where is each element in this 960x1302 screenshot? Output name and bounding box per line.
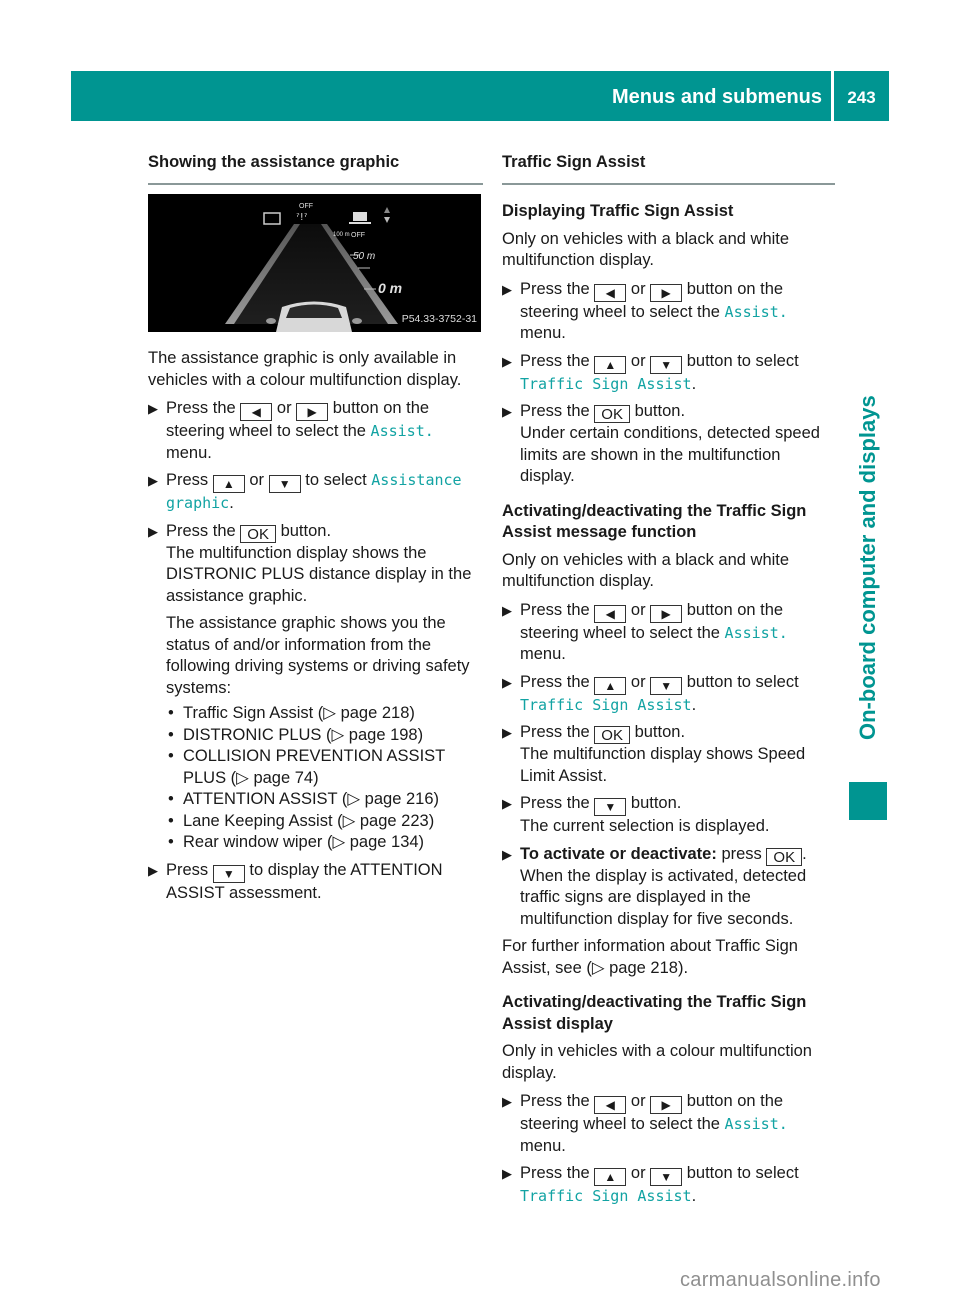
up-button-icon: ▲ xyxy=(594,1168,626,1186)
list-item: • ATTENTION ASSIST (▷ page 216) xyxy=(168,790,439,808)
menu-item-name: Assistance graphic xyxy=(166,471,462,512)
step-arrow-icon: ▶ xyxy=(148,401,158,416)
section-title: Showing the assistance graphic xyxy=(148,150,483,185)
step-select-assistance-graphic: ▶ Press ▲ or ▼ to select Assistance graphic. xyxy=(148,471,462,512)
intro-text: Only on vehicles with a black and white multifunction display. xyxy=(502,229,790,269)
step-result: The current selection is displayed. xyxy=(520,817,770,835)
step: ▶ Press the ◀ or ▶ button on the steering wheel to select the Assist. menu. xyxy=(502,1092,788,1155)
right-button-icon: ▶ xyxy=(296,403,328,421)
side-tab-marker xyxy=(849,782,887,820)
menu-name: Assist. xyxy=(370,422,434,440)
step: ▶ Press the OK button. Under certain conditions, detected speed limits are shown in the multifunction display. xyxy=(502,401,835,488)
intro-text: Only on vehicles with a black and white multifunction display. xyxy=(502,550,790,590)
step-arrow-icon: ▶ xyxy=(148,523,158,539)
distance-50m: 50 m xyxy=(353,251,376,262)
assistance-graphic-figure xyxy=(148,194,481,332)
left-button-icon: ◀ xyxy=(594,1096,626,1114)
subsection-title: Activating/deactivating the Traffic Sign Assist display xyxy=(502,993,807,1033)
off-label: OFF xyxy=(299,203,313,210)
intro-text: Only in vehicles with a colour multifunction display. xyxy=(502,1042,812,1082)
down-button-icon: ▼ xyxy=(269,475,301,493)
section-title: Traffic Sign Assist xyxy=(502,150,835,185)
step: ▶ Press the ▲ or ▼ button to select Traffic Sign Assist. xyxy=(502,1164,799,1205)
ok-button-icon: OK xyxy=(594,405,630,423)
step-arrow-icon: ▶ xyxy=(502,846,512,862)
step: ▶ Press the ◀ or ▶ button on the steering wheel to select the Assist. menu. xyxy=(502,279,788,342)
step-result: When the display is activated, detected traffic signs are displayed in the multifunction display for five seconds. xyxy=(520,866,807,928)
step-display-attention-assist: ▶ Press ▼ to display the ATTENTION ASSIST assessment. xyxy=(148,860,443,902)
up-button-icon: ▲ xyxy=(594,677,626,695)
right-button-icon: ▶ xyxy=(650,284,682,302)
ok-button-icon: OK xyxy=(594,726,630,744)
step-arrow-icon: ▶ xyxy=(502,674,512,690)
step-arrow-icon: ▶ xyxy=(502,1166,512,1181)
watermark: carmanualsonline.info xyxy=(680,1269,881,1291)
step-arrow-icon: ▶ xyxy=(502,725,512,740)
down-arrow-icon xyxy=(384,217,390,223)
list-item: • Lane Keeping Assist (▷ page 223) xyxy=(168,811,435,830)
ok-button-icon: OK xyxy=(766,848,802,866)
step: ▶ Press the ▼ button. The current selection is displayed. xyxy=(502,793,835,838)
subsection-title: Displaying Traffic Sign Assist xyxy=(502,202,734,220)
up-arrow-icon xyxy=(384,207,390,213)
down-button-icon: ▼ xyxy=(594,798,626,816)
ok-button-icon: OK xyxy=(240,525,276,543)
down-button-icon: ▼ xyxy=(650,677,682,695)
header-title: Menus and submenus xyxy=(611,86,822,108)
distance-0m: 0 m xyxy=(378,280,403,296)
off-label-2: OFF xyxy=(351,232,365,239)
list-item: • Rear window wiper (▷ page 134) xyxy=(168,833,425,851)
list-item: • COLLISION PREVENTION ASSIST PLUS (▷ page 74) xyxy=(168,747,445,787)
intro-text: The assistance graphic is only available in vehicles with a colour multifunction display. xyxy=(148,349,462,389)
step-arrow-icon: ▶ xyxy=(502,353,512,369)
lane-keeping-icon: ˀ!ˀ xyxy=(296,212,308,223)
step-result: The multifunction display shows the DISTRONIC PLUS distance display in the assistance graphic. xyxy=(166,543,472,605)
up-button-icon: ▲ xyxy=(594,356,626,374)
subsection-title: Activating/deactivating the Traffic Sign Assist message function xyxy=(502,501,807,541)
down-button-icon: ▼ xyxy=(213,865,245,883)
step-result-2: The assistance graphic shows you the status of and/or information from the following driving systems or driving safety systems: xyxy=(166,614,470,697)
up-button-icon: ▲ xyxy=(213,475,245,493)
page-number: 243 xyxy=(847,88,876,107)
step-arrow-icon: ▶ xyxy=(502,602,512,618)
step-arrow-icon: ▶ xyxy=(502,404,512,419)
list-item: • Traffic Sign Assist (▷ page 218) xyxy=(168,704,415,722)
step: ▶ Press the OK button. The multifunction display shows Speed Limit Assist. xyxy=(502,722,835,787)
step-press-ok: ▶ Press the OK button. The multifunction display shows the DISTRONIC PLUS distance display in the assistance graphic. The assistance graphic shows you the status of and/or information from the following driving systems or driving safety systems: xyxy=(148,521,483,700)
left-column xyxy=(148,150,483,910)
systems-list xyxy=(148,703,483,854)
step-select-assist-menu: ▶ Press the ◀ or ▶ button on the steering wheel to select the Assist. menu. xyxy=(148,399,434,462)
left-button-icon: ◀ xyxy=(594,284,626,302)
step: ▶ Press the ◀ or ▶ button on the steering wheel to select the Assist. menu. xyxy=(502,600,788,663)
figure-code: P54.33-3752-31 xyxy=(401,312,477,325)
step-arrow-icon: ▶ xyxy=(502,281,512,297)
note-text: For further information about Traffic Sign Assist, see (▷ page 218). xyxy=(502,937,798,977)
step: ▶ Press the ▲ or ▼ button to select Traffic Sign Assist. xyxy=(502,351,799,393)
distance-100m: 100 m xyxy=(333,232,350,238)
step-result: The multifunction display shows Speed Limit Assist. xyxy=(520,745,806,785)
right-button-icon: ▶ xyxy=(650,1096,682,1114)
right-column xyxy=(502,150,835,1214)
step-result: Under certain conditions, detected speed limits are shown in the multifunction display. xyxy=(520,424,820,485)
coffee-cup-icon xyxy=(353,212,367,221)
step-arrow-icon: ▶ xyxy=(148,473,158,488)
right-button-icon: ▶ xyxy=(650,605,682,623)
down-button-icon: ▼ xyxy=(650,356,682,374)
left-button-icon: ◀ xyxy=(594,605,626,623)
step-arrow-icon: ▶ xyxy=(502,796,512,811)
wiper-icon xyxy=(264,213,280,224)
step-arrow-icon: ▶ xyxy=(148,862,158,878)
step: ▶ Press the ▲ or ▼ button to select Traffic Sign Assist. xyxy=(502,672,799,714)
step: ▶ To activate or deactivate: press OK . When the display is activated, detected traffic signs are displayed in the multifunction display for five seconds. xyxy=(502,844,835,931)
side-tab-label: On-board computer and displays xyxy=(855,395,880,740)
list-item: • DISTRONIC PLUS (▷ page 198) xyxy=(168,725,424,744)
down-button-icon: ▼ xyxy=(650,1168,682,1186)
left-button-icon: ◀ xyxy=(240,403,272,421)
step-arrow-icon: ▶ xyxy=(502,1094,512,1109)
